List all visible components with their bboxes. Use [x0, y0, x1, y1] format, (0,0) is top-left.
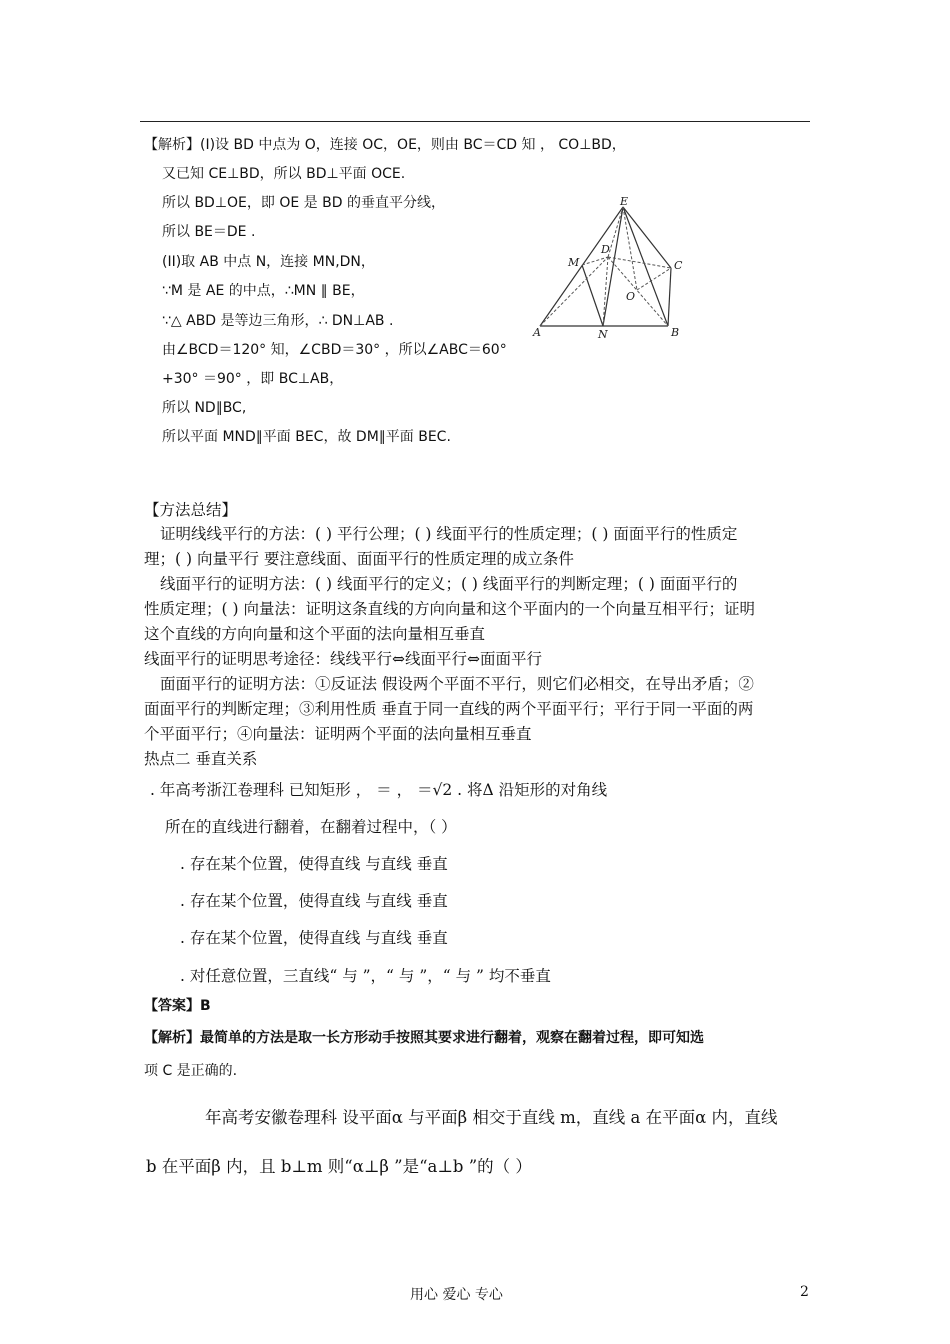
q1-option-c: . 存在某个位置，使得直线 与直线 垂直 — [180, 929, 448, 947]
q2-line1: 年高考安徽卷理科 设平面α 与平面β 相交于直线 m，直线 a 在平面α 内，直线 — [205, 1108, 778, 1127]
page-number: 2 — [800, 1284, 809, 1300]
edge-MN — [582, 265, 603, 326]
analysis1-line2: 又已知 CE⊥BD，所以 BD⊥平面 OCE. — [162, 166, 406, 182]
method-p4a: 面面平行的证明方法：①反证法 假设两个平面不平行，则它们必相交，在导出矛盾；② — [160, 675, 754, 693]
q1-stem2: 所在的直线进行翻着，在翻着过程中，（ ） — [165, 818, 457, 836]
label-E: E — [620, 195, 629, 208]
label-C: C — [674, 259, 683, 272]
label-N: N — [598, 328, 608, 341]
analysis1-line7: ∵△ ABD 是等边三角形，∴ DN⊥AB . — [162, 313, 394, 329]
analysis1-line5: (II)取 AB 中点 N，连接 MN,DN， — [162, 254, 375, 270]
analysis1-line9: +30° ＝90° ，即 BC⊥AB， — [162, 371, 344, 387]
method-heading: 【方法总结】 — [144, 501, 238, 519]
q1-analysis-a: 【解析】最简单的方法是取一长方形动手按照其要求进行翻着，观察在翻着过程，即可知选 — [144, 1030, 704, 1046]
method-p2a: 线面平行的证明方法：( ) 线面平行的定义；( ) 线面平行的判断定理；( ) 面面平行的 — [160, 575, 738, 593]
q1-option-d: . 对任意位置，三直线“ 与 ”，“ 与 ”，“ 与 ” 均不垂直 — [180, 967, 551, 985]
pyramid-figure — [525, 195, 695, 345]
edge-EO — [623, 207, 637, 290]
method-p1a: 证明线线平行的方法：( ) 平行公理；( ) 线面平行的性质定理；( ) 面面平行的性质定 — [160, 525, 738, 543]
analysis1-line4: 所以 BE＝DE . — [162, 224, 256, 240]
method-p3: 线面平行的证明思考途径：线线平行⇔线面平行⇔面面平行 — [144, 650, 542, 668]
edge-EC — [623, 207, 671, 268]
q1-answer: 【答案】B — [144, 998, 211, 1014]
q2-line2: b 在平面β 内，且 b⊥m 则“α⊥β ”是“a⊥b ”的（ ） — [146, 1157, 532, 1176]
analysis1-line1: 【解析】(I)设 BD 中点为 O，连接 OC，OE，则由 BC＝CD 知 ， CO⊥BD， — [144, 137, 626, 153]
analysis1-line6: ∵M 是 AE 的中点，∴MN ∥ BE， — [162, 283, 365, 299]
label-M: M — [568, 256, 580, 269]
method-p4b: 面面平行的判断定理；③利用性质 垂直于同一直线的两个平面平行；平行于同一平面的两 — [144, 700, 754, 718]
edge-OC — [637, 268, 671, 290]
hot-topic-heading: 热点二 垂直关系 — [144, 750, 258, 768]
q1-analysis-b: 项 C 是正确的. — [144, 1063, 238, 1079]
analysis1-line3: 所以 BD⊥OE，即 OE 是 BD 的垂直平分线， — [162, 195, 445, 211]
label-O: O — [626, 290, 636, 303]
edge-DC — [608, 257, 671, 268]
edge-NE — [603, 207, 623, 326]
label-D: D — [601, 243, 610, 256]
method-p1b: 理；( ) 向量平行 要注意线面、面面平行的性质定理的成立条件 — [144, 550, 574, 568]
q1-option-a: . 存在某个位置，使得直线 与直线 垂直 — [180, 855, 448, 873]
q1-stem: . 年高考浙江卷理科 已知矩形 ， ＝ ， ＝√2 . 将Δ 沿矩形的对角线 — [150, 781, 608, 799]
label-A: A — [533, 326, 541, 339]
edge-EB — [623, 207, 668, 326]
method-p2b: 性质定理；( ) 向量法：证明这条直线的方向向量和这个平面内的一个向量互相平行；证明 — [144, 600, 755, 618]
method-p4c: 个平面平行；④向量法：证明两个平面的法向量相互垂直 — [144, 725, 532, 743]
method-p2c: 这个直线的方向向量和这个平面的法向量相互垂直 — [144, 625, 486, 643]
label-B: B — [671, 326, 680, 339]
edge-DN — [603, 257, 608, 326]
analysis1-line10: 所以 ND∥BC, — [162, 400, 247, 416]
analysis1-line8: 由∠BCD＝120° 知，∠CBD＝30° ，所以∠ABC＝60° — [162, 342, 507, 358]
edge-AE — [540, 207, 623, 326]
analysis1-line11: 所以平面 MND∥平面 BEC，故 DM∥平面 BEC. — [162, 429, 451, 445]
q1-option-b: . 存在某个位置，使得直线 与直线 垂直 — [180, 892, 448, 910]
edge-CB — [668, 268, 671, 326]
edge-DB — [608, 257, 668, 326]
footer-slogan: 用心 爱心 专心 — [410, 1287, 503, 1303]
header-rule — [140, 121, 810, 122]
